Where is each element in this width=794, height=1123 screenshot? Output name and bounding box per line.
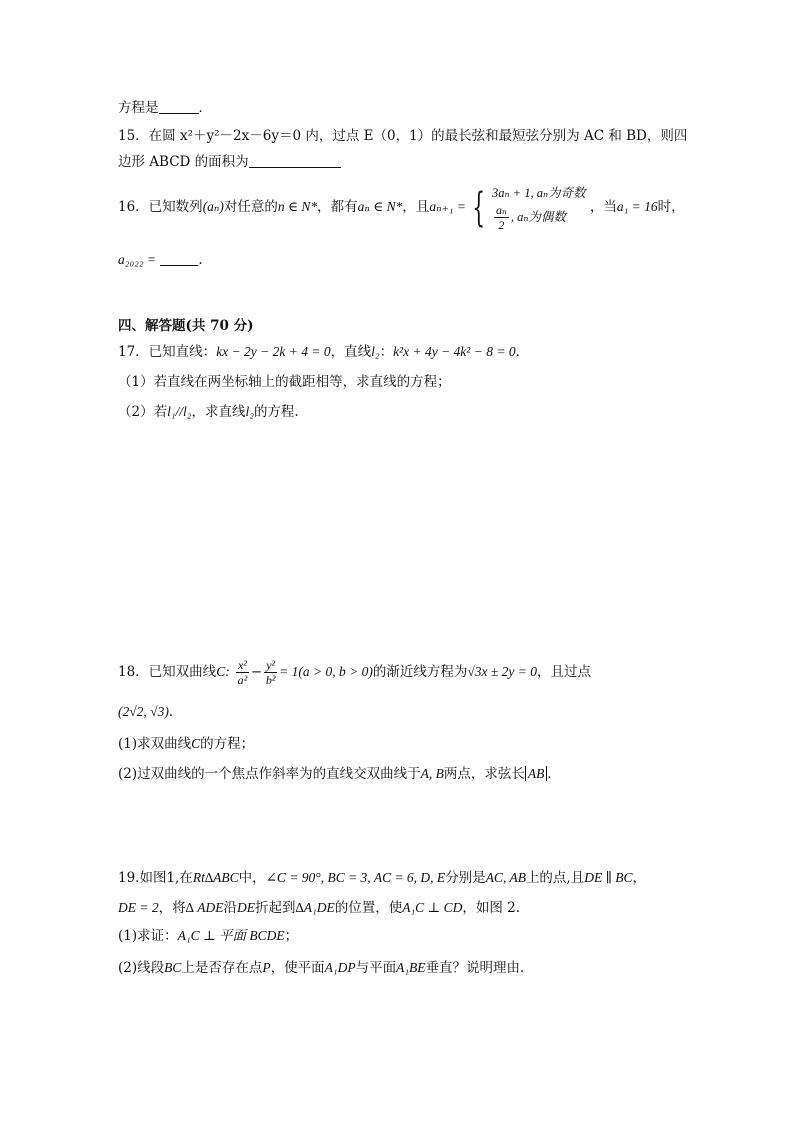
q19-stem-e: ， [632, 870, 646, 886]
q16-stem [118, 178, 685, 236]
q19-p2-e: 垂直？说明理由． [425, 960, 534, 976]
q19-p2-c: ，使平面 [270, 960, 325, 976]
q17-p2-l2: l₂ [245, 404, 254, 419]
q19-stem-g: 沿 [223, 900, 237, 916]
q19-part1 [118, 926, 298, 946]
q19-p2-plane2: A₁BE [396, 960, 426, 975]
q17-p2-b: ，求直线 [191, 404, 246, 420]
q16-ask: a₂₀₂₂ = . [118, 252, 203, 268]
q19-perp: A₁C ⊥ CD [402, 900, 463, 915]
q17-p2-a: （2）若 [118, 404, 168, 420]
section-title: 四、解答题(共 70 分) [118, 318, 254, 334]
q18-p1: (1)求双曲线 [118, 736, 192, 752]
q19-tri3: ∆A₁DE [295, 900, 335, 915]
q18-stem-a: 18．已知双曲线 [118, 664, 217, 680]
answer-blank [160, 251, 198, 266]
q16-seq: (aₙ) [202, 199, 224, 214]
q16-mid1: 对任意的 [223, 199, 278, 215]
q16-lhs: aₙ₊₁ = [429, 199, 466, 214]
answer-blank [249, 153, 341, 168]
q18-stem-c: ，且过点 [537, 664, 592, 680]
q18-frac-x [236, 658, 249, 687]
q17-stem-b: ，直线 [330, 344, 372, 360]
q17-p2-c: 的方程. [253, 404, 299, 420]
q19-p2-a: (2)线段 [118, 960, 165, 976]
q19-ac-ab: AC, AB [485, 870, 526, 885]
q19-p2-b: 上是否存在点 [181, 960, 263, 976]
q19-p2-plane1: A₁DP [324, 960, 356, 975]
q19-stem-j: ，如图 2. [462, 900, 521, 916]
q17-part1: （1）若直线在两坐标轴上的截距相等，求直线的方程； [118, 374, 451, 390]
q18-part1 [118, 734, 254, 754]
q18-y2: y² [266, 658, 276, 672]
q18-part2 [118, 764, 561, 784]
q19-part2 [118, 958, 534, 978]
q17-stem-c: ： [379, 344, 394, 360]
q19-p1-a: (1)求证： [118, 928, 178, 944]
q18-stem-end: ． [168, 704, 183, 720]
q18-stem [118, 652, 591, 692]
q19-stem-f: ，将 [158, 900, 186, 916]
q18-c: C: [216, 664, 230, 679]
q19-stem-c: 分别是 [445, 870, 486, 886]
q16-case2 [492, 203, 586, 232]
q17-stem-end: ． [515, 344, 530, 360]
q18-p2-b: 两点，求弦长 [443, 766, 525, 782]
q19-stem-line1 [118, 868, 646, 888]
q19-stem-h: 折起到 [255, 900, 296, 916]
q18-a2: a² [237, 673, 248, 687]
q18-minus: − [250, 664, 263, 680]
q16-cond1: n ∈ N* [277, 199, 318, 214]
q14-tail [118, 98, 212, 118]
q18-point: (2√2, √3) [118, 704, 169, 719]
q18-p2-abs: AB [525, 766, 548, 781]
q19-de2: DE [237, 900, 255, 915]
q18-p1-c: C [191, 736, 201, 751]
q19-p1-end: ； [284, 928, 299, 944]
q15-line2 [118, 152, 341, 172]
q19-stem-line2 [118, 898, 520, 918]
q16-case2-tail: , aₙ为偶数 [510, 210, 566, 224]
left-brace: { [472, 184, 486, 231]
q16-case2-den: 2 [498, 218, 505, 232]
q18-stem-b: 的渐近线方程为 [372, 664, 468, 680]
q19-p2-d: 与平面 [355, 960, 397, 976]
q16-case1: 3aₙ + 1, aₙ为奇数 [491, 186, 586, 200]
q18-point-line [118, 702, 182, 722]
q15-text: 边形 ABCD 的面积为 [118, 154, 249, 170]
q19-stem-i: 的位置，使 [334, 900, 403, 916]
q19-p2-p: P [262, 960, 271, 975]
q17-eq1: kx − 2y − 2k + 4 = 0 [216, 344, 331, 359]
q17-stem-a: 17．已知直线： [118, 344, 217, 360]
q18-asym: √3x ± 2y = 0 [467, 664, 538, 679]
q18-frac-y [264, 658, 277, 687]
q16-ask-expr: a₂₀₂₂ = [118, 252, 157, 267]
q16-prefix: 16．已知数列 [118, 199, 203, 215]
q16-cases [492, 183, 586, 232]
q19-p2-bc: BC [164, 960, 182, 975]
q19-stem-d: 上的点,且 [525, 870, 585, 886]
q16-end: 时， [657, 199, 685, 215]
q17-stem [118, 342, 529, 362]
q16-case2-frac [494, 203, 509, 232]
q16-cond3: a₁ = 16 [616, 199, 658, 214]
q19-p1-b: A₁C ⊥ 平面 BCDE [177, 928, 285, 943]
q16-mid2: ，都有 [317, 199, 358, 215]
q18-cond: = 1(a > 0, b > 0) [279, 664, 373, 679]
q19-de: DE = 2 [118, 900, 159, 915]
q16-mid4: ，当 [589, 199, 617, 215]
q18-p1-end: 的方程； [200, 736, 255, 752]
q19-stem-a: 19.如图1,在 [118, 870, 193, 886]
q14-text: 方程是 [118, 100, 159, 116]
q15-line1: 15．在圆 x²＋y²－2x－6y＝0 内，过点 E（0，1）的最长弦和最短弦分别为 AC 和 BD，则四 [118, 128, 688, 144]
q16-case2-num: aₙ [495, 203, 507, 217]
answer-blank [159, 99, 199, 114]
q17-eq2: k²x + 4y − 4k² − 8 = 0 [393, 344, 516, 359]
q17-p2-cond: l₁//l₂ [167, 404, 192, 419]
q19-stem-b: 中， [238, 870, 266, 886]
q16-mid3: ，且 [402, 199, 430, 215]
q18-p2-a: (2)过双曲线的一个焦点作斜率为的直线交双曲线于 [118, 766, 421, 782]
q19-tri2: ∆ ADE [185, 900, 224, 915]
q19-cond: ∠C = 90°, BC = 3, AC = 6, D, E [265, 870, 446, 885]
q14-end: ． [198, 100, 212, 116]
q18-x2: x² [237, 658, 247, 672]
q16-cond2: aₙ ∈ N* [357, 199, 403, 214]
q17-l2: l₂ [371, 344, 380, 359]
q18-p2-ab: A, B [420, 766, 444, 781]
q17-part2 [118, 402, 299, 422]
q18-b2: b² [265, 673, 276, 687]
q18-p2-end: ． [547, 766, 561, 782]
q19-tri: Rt∆ABC [192, 870, 239, 885]
q19-par: DE ∥ BC [584, 870, 633, 885]
